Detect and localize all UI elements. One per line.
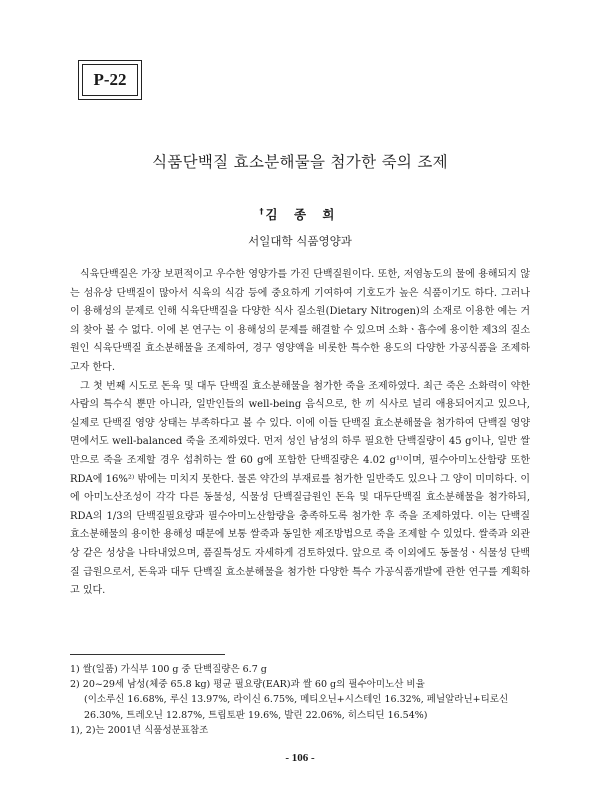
footnote-2: 2) 20~29세 남성(체중 65.8 kg) 평균 필요량(EAR)과 쌀 60 g의 필수아미노산 비율 (70, 679, 425, 691)
body-paragraph-2: 그 첫 번째 시도로 돈육 및 대두 단백질 효소분해물을 첨가한 죽을 조제하였다. 최근 죽은 소화력이 약한 사람의 특수식 뿐만 아니라, 일반인들의 well-being 음식으로, 한 끼 식사로 널리 애용되어지고 있으나, 실제로 단백질 영양 상태는 부족하다고 볼 수 있다. 이에 이들 단백질 효소분해물을 첨가하여 단백질 영양 면에서도 well-balanced 죽을 조제하였다. 먼저 성인 남성의 하루 필요한 단백질량이 45 g이나, 일반 쌀만으로 죽을 조제할 경우 섭취하는 쌀 60 g에 포함한 단백질량은 4.02 g¹⁾이며, 필수아미노산함량 또한 RDA에 16%²⁾ 밖에는 미치지 못한다. 물론 약간의 부재료를 첨가한 일반죽도 있으나 그 양이 미미하다. 이에 아미노산조성이 각각 다른 동물성, 식물성 단백질급원인 돈육 및 대두단백질 효소분해물을 첨가하되, RDA의 1/3의 단백질필요량과 필수아미노산함량을 충족하도록 첨가한 후 죽을 조제하였다. 이는 단백질 효소분해물의 용이한 용해성 때문에 보통 쌀죽과 동일한 제조방법으로 죽을 조제할 수 있었다. 쌀죽과 외관상 같은 성상을 나타내었으며, 품질특성도 자세하게 검토하였다. 앞으로 죽 이외에도 동물성ㆍ식물성 단백질 급원으로서, 돈육과 대두 단백질 효소분해물을 첨가한 다양한 특수 가공식품개발에 관한 연구를 계획하고 있다. (70, 380, 530, 597)
corresponding-author-mark: † (259, 206, 264, 216)
abstract-body (70, 266, 530, 601)
body-paragraph-1: 식육단백질은 가장 보편적이고 우수한 영양가를 가진 단백질원이다. 또한, 저염농도의 물에 용해되지 않는 섬유상 단백질이 많아서 식육의 식감 등에 중요하게 기여하여 기호도가 높은 식품이기도 하다. 그러나 이 용해성의 문제로 인해 식육단백질을 다양한 식사 질소원(Dietary Nitrogen)의 소재로 이용한 예는 거의 찾아 볼 수 없다. 이에 본 연구는 이 용해성의 문제를 해결할 수 있으며 소화ㆍ흡수에 용이한 제3의 질소원인 식육단백질 효소분해물을 조제하여, 경구 영양액을 비롯한 특수한 용도의 다양한 가공식품을 조제하고자 한다. (70, 269, 530, 373)
paper-title: 식품단백질 효소분해물을 첨가한 죽의 조제 (152, 153, 448, 171)
abstract-code-box (78, 60, 142, 100)
footnote-source: 1), 2)는 2001년 식품성분표참조 (70, 724, 209, 736)
page-number: - 106 - (285, 752, 315, 764)
author-affiliation: 서일대학 식품영양과 (248, 234, 352, 248)
abstract-code: P-22 (93, 70, 127, 89)
footnote-rule (70, 654, 225, 655)
footnote-2-continued: 26.30%, 트레오닌 12.87%, 트립토판 19.6%, 발린 22.06%, 히스티딘 16.54%) (84, 709, 428, 721)
author-name: 김 종 희 (265, 207, 341, 222)
author-line (0, 205, 600, 223)
footnote-1: 1) 쌀(일품) 가식부 100 g 중 단백질량은 6.7 g (70, 664, 267, 675)
footnote-2-continued: (이소루신 16.68%, 루신 13.97%, 라이신 6.75%, 메티오닌+시스테인 16.32%, 페닐알라닌+티로신 (84, 694, 509, 706)
footnotes (70, 662, 540, 738)
